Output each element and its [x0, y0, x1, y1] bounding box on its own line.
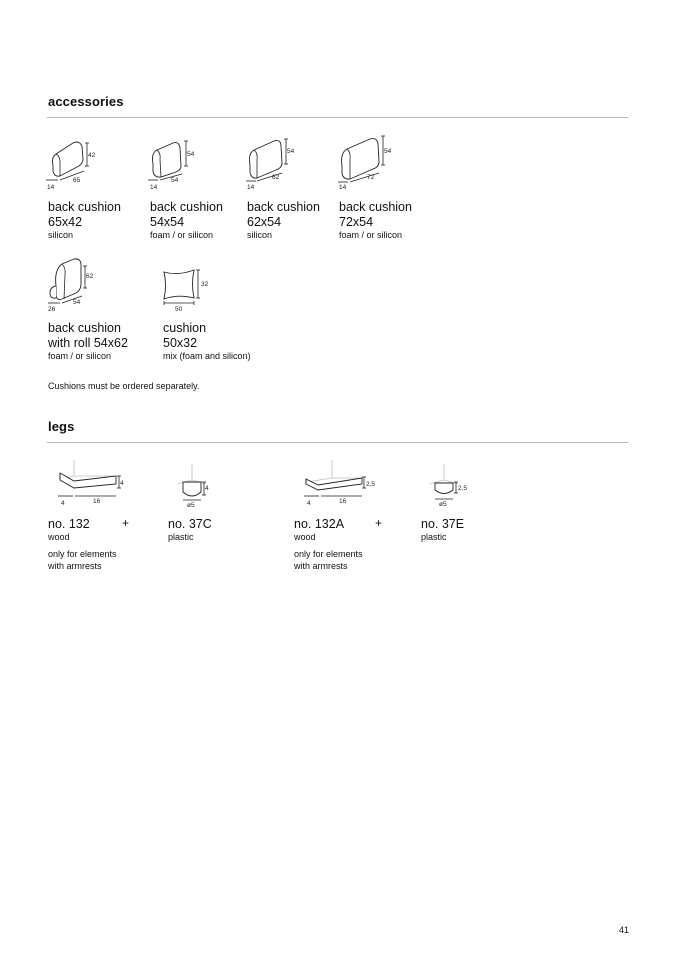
accessory-item-2	[150, 200, 223, 241]
dim-height: 4	[120, 480, 124, 487]
item-material: foam / or silicon	[48, 351, 112, 361]
dim-depth: 14	[339, 184, 347, 191]
leg-note-line2: with armrests	[48, 561, 102, 571]
back-cushion-54x54-drawing	[146, 138, 208, 190]
leg-note-line2: with armrests	[294, 561, 348, 571]
leg-37e-drawing	[418, 462, 474, 510]
leg-37c-drawing	[166, 462, 216, 510]
cushion-50x32-drawing	[158, 264, 214, 314]
leg-material: plastic	[421, 532, 447, 542]
leg-item-132	[48, 517, 117, 572]
leg-132-drawing	[44, 458, 130, 508]
dim-height: 62	[86, 273, 94, 280]
dim-length: 16	[93, 498, 101, 505]
back-cushion-with-roll-drawing	[44, 256, 106, 314]
back-cushion-72x54-drawing	[336, 134, 400, 190]
dim-depth: 14	[150, 184, 158, 191]
leg-note-line1: only for elements	[48, 549, 117, 559]
dim-depth: 14	[47, 184, 55, 191]
dim-width: 72	[367, 174, 375, 181]
item-material: silicon	[247, 230, 273, 240]
item-name-line1: back cushion	[48, 321, 121, 335]
leg-item-37c	[168, 517, 212, 543]
leg-material: wood	[294, 532, 316, 542]
accessory-item-3	[247, 200, 320, 241]
page-number: 41	[619, 925, 630, 935]
dim-width: 62	[272, 174, 280, 181]
dim-width: 54	[171, 177, 179, 184]
dim-width: 54	[73, 299, 81, 306]
item-material: foam / or silicon	[339, 230, 403, 240]
dim-height: 54	[287, 148, 295, 155]
plus-symbol: +	[375, 516, 383, 530]
dim-width: 4	[61, 500, 65, 507]
item-name-line1: back cushion	[150, 200, 223, 214]
dim-width: 65	[73, 177, 81, 184]
leg-item-37e	[421, 517, 464, 543]
item-material: foam / or silicon	[150, 230, 214, 240]
back-cushion-65x42-drawing	[44, 138, 106, 190]
dim-height: 54	[384, 148, 392, 155]
leg-name: no. 37E	[421, 517, 465, 531]
dim-height: 4	[205, 485, 209, 492]
dim-diameter: ø5	[187, 502, 195, 509]
accessory-item-4	[339, 200, 412, 241]
dim-height: 2,5	[458, 485, 468, 492]
dim-height: 32	[201, 281, 209, 288]
dim-height: 42	[88, 152, 96, 159]
dim-width: 4	[307, 500, 311, 507]
accessory-item-1	[48, 200, 121, 241]
accessories-note: Cushions must be ordered separately.	[48, 381, 200, 391]
item-name-line2: with roll 54x62	[48, 336, 128, 350]
leg-name: no. 132A	[294, 517, 345, 531]
dim-diameter: ø5	[439, 501, 447, 508]
leg-item-132a	[294, 517, 363, 572]
item-name-line2: 62x54	[247, 215, 282, 229]
item-material: silicon	[48, 230, 74, 240]
dim-depth: 26	[48, 306, 56, 313]
accessory-item-5	[48, 321, 128, 362]
item-name-line2: 54x54	[150, 215, 185, 229]
item-name-line1: cushion	[163, 321, 207, 335]
leg-name: no. 132	[48, 517, 90, 531]
leg-132a-drawing	[290, 458, 382, 508]
accessories-heading: accessories	[48, 94, 124, 109]
leg-note-line1: only for elements	[294, 549, 363, 559]
item-name-line1: back cushion	[339, 200, 412, 214]
item-material: mix (foam and silicon)	[163, 351, 251, 361]
dim-length: 16	[339, 498, 347, 505]
plus-symbol: +	[122, 516, 130, 530]
leg-material: plastic	[168, 532, 194, 542]
dim-height: 2,5	[366, 481, 376, 488]
leg-name: no. 37C	[168, 517, 212, 531]
back-cushion-62x54-drawing	[244, 136, 306, 190]
legs-divider	[47, 442, 628, 443]
leg-material: wood	[48, 532, 70, 542]
item-name-line1: back cushion	[247, 200, 320, 214]
legs-heading: legs	[48, 419, 75, 434]
accessory-item-6	[163, 321, 251, 362]
item-name-line1: back cushion	[48, 200, 121, 214]
item-name-line2: 72x54	[339, 215, 374, 229]
accessories-divider	[47, 117, 628, 118]
item-name-line2: 50x32	[163, 336, 198, 350]
dim-height: 54	[187, 151, 195, 158]
item-name-line2: 65x42	[48, 215, 83, 229]
dim-depth: 14	[247, 184, 255, 191]
dim-width: 50	[175, 306, 183, 313]
